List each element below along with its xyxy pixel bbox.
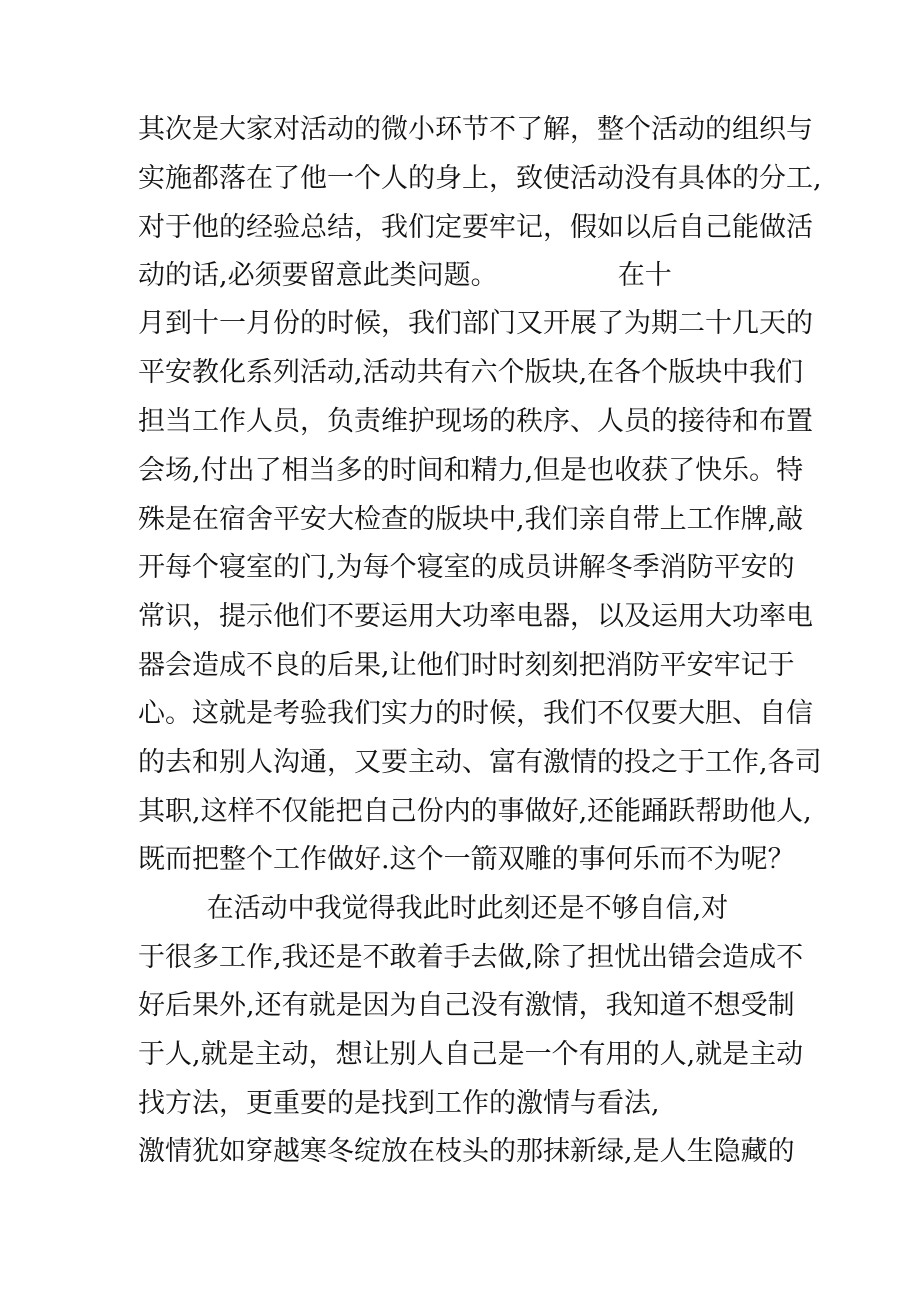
text-line: 在活动中我觉得我此时此刻还是不够自信,对 [138, 893, 729, 924]
text-line: 其职,这样不仅能把自己份内的事做好,还能踊跃帮助他人, [138, 796, 812, 827]
text-line: 月到十一月份的时候，我们部门又开展了为期二十几天的 [138, 308, 813, 339]
text-line: 于人,就是主动，想让别人自己是一个有用的人,就是主动 [138, 1039, 804, 1070]
text-line: 担当工作人员，负责维护现场的秩序、人员的接待和布置 [138, 406, 813, 437]
text-line: 的去和别人沟通，又要主动、富有激情的投之于工作,各司 [138, 747, 822, 778]
text-line: 其次是大家对活动的微小环节不了解，整个活动的组织与 [138, 114, 813, 145]
text-line: 实施都落在了他一个人的身上，致使活动没有具体的分工, [138, 163, 822, 194]
text-line: 殊是在宿舍平安大检查的版块中,我们亲自带上工作牌,敲 [138, 504, 804, 535]
text-line: 心。这就是考验我们实力的时候，我们不仅要大胆、自信 [138, 698, 813, 729]
text-line: 好后果外,还有就是因为自己没有激情，我知道不想受制 [138, 990, 795, 1021]
text-line: 会场,付出了相当多的时间和精力,但是也收获了快乐。特 [138, 455, 804, 486]
text-line: 于很多工作,我还是不敢着手去做,除了担忧出错会造成不 [138, 942, 804, 973]
text-line: 激情犹如穿越寒冬绽放在枝头的那抹新绿,是人生隐藏的 [138, 1136, 795, 1167]
text-line: 对于他的经验总结，我们定要牢记，假如以后自己能做活 [138, 212, 813, 243]
text-line: 找方法，更重要的是找到工作的激情与看法, [138, 1088, 660, 1119]
text-line: 平安教化系列活动,活动共有六个版块,在各个版块中我们 [138, 357, 804, 388]
text-line: 既而把整个工作做好.这个一箭双雕的事何乐而不为呢？ [138, 844, 795, 875]
text-line: 开每个寝室的门,为每个寝室的成员讲解冬季消防平安的 [138, 552, 795, 583]
text-line: 常识，提示他们不要运用大功率电器，以及运用大功率电 [138, 601, 813, 632]
text-line: 动的话,必须要留意此类问题。 在十 [138, 260, 672, 291]
text-line: 器会造成不良的后果,让他们时时刻刻把消防平安牢记于 [138, 650, 795, 681]
